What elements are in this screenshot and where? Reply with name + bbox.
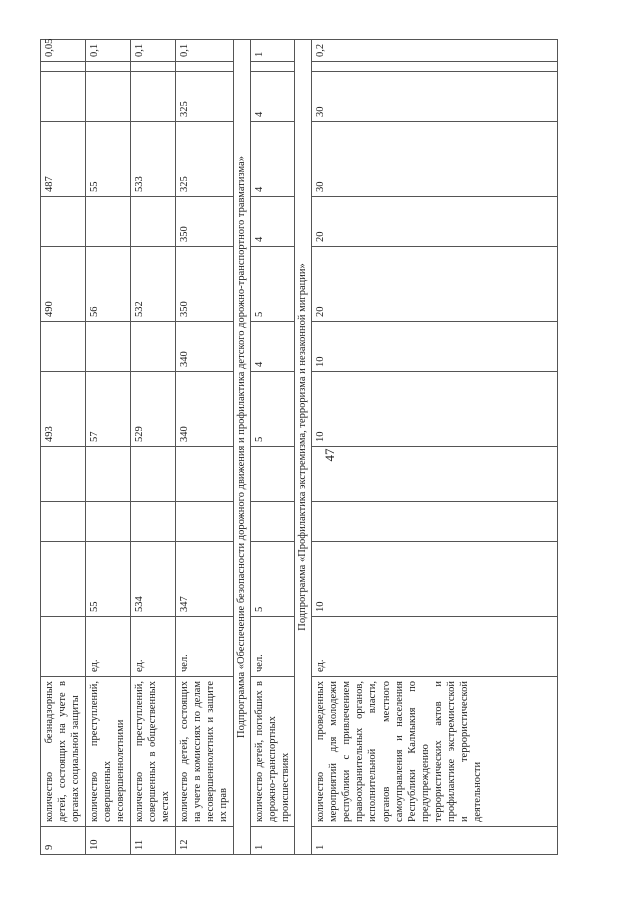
value-cell: 56 (86, 247, 131, 322)
table-row (176, 40, 234, 855)
indicator-cell: количество преступлений, совершенных несовершеннолетними (86, 677, 131, 827)
table-row (311, 40, 557, 855)
value-cell: 1 (250, 40, 294, 62)
indicator-cell: количество преступлений, совершенных в общественных местах (131, 677, 176, 827)
value-cell (311, 502, 557, 542)
table-row (41, 40, 86, 855)
value-cell: 10 (311, 542, 557, 617)
rotated-table-container (40, 40, 558, 855)
value-cell: 534 (131, 542, 176, 617)
value-cell: 20 (311, 247, 557, 322)
table-row (86, 40, 131, 855)
value-cell (250, 447, 294, 502)
indicator-cell: количество проведенных мероприятий для молодежи республики с привлечением правоохранительных органов, исполнительной власти, органов местного самоуправления и населения Республики Калмыкия по предупреждению террористических актов и профилактике экстремистской и террористической деятельности (311, 677, 557, 827)
subprogram-row (294, 40, 311, 855)
value-cell: 4 (250, 322, 294, 372)
row-number-cell: 10 (86, 827, 131, 855)
value-cell (86, 197, 131, 247)
value-cell (311, 62, 557, 72)
value-cell: 5 (250, 247, 294, 322)
value-cell: 57 (86, 372, 131, 447)
value-cell: 55 (86, 542, 131, 617)
value-cell (86, 62, 131, 72)
value-cell: 5 (250, 372, 294, 447)
value-cell: 533 (131, 122, 176, 197)
table-row (131, 40, 176, 855)
unit-cell: ед. (311, 617, 557, 677)
page-number: 47 (322, 448, 337, 462)
unit-cell: чел. (176, 617, 234, 677)
value-cell: 4 (250, 197, 294, 247)
value-cell: 325 (176, 122, 234, 197)
indicator-cell: количество детей, состоящих на учете в комиссиях по делам несовершеннолетних и защите их прав (176, 677, 234, 827)
value-cell (250, 62, 294, 72)
value-cell: 0,1 (176, 40, 234, 62)
subprogram-title: Подпрограмма «Профилактика экстремизма, терроризма и незаконной миграции» (294, 40, 311, 855)
row-number-cell: 1 (311, 827, 557, 855)
value-cell (250, 502, 294, 542)
value-cell (41, 322, 86, 372)
row-number-cell: 9 (41, 827, 86, 855)
subprogram-row (233, 40, 250, 855)
table-row (250, 40, 294, 855)
value-cell: 532 (131, 247, 176, 322)
value-cell: 0,1 (86, 40, 131, 62)
value-cell (41, 447, 86, 502)
value-cell: 340 (176, 372, 234, 447)
value-cell: 350 (176, 197, 234, 247)
unit-cell: ед. (131, 617, 176, 677)
value-cell (41, 197, 86, 247)
value-cell: 30 (311, 72, 557, 122)
unit-cell: чел. (250, 617, 294, 677)
value-cell: 490 (41, 247, 86, 322)
row-number-cell: 12 (176, 827, 234, 855)
indicators-table (40, 39, 558, 855)
value-cell: 10 (311, 322, 557, 372)
value-cell: 350 (176, 247, 234, 322)
value-cell: 493 (41, 372, 86, 447)
value-cell (41, 72, 86, 122)
value-cell (131, 447, 176, 502)
value-cell (131, 197, 176, 247)
value-cell: 10 (311, 372, 557, 447)
value-cell (176, 447, 234, 502)
value-cell: 529 (131, 372, 176, 447)
value-cell (41, 542, 86, 617)
value-cell: 0,2 (311, 40, 557, 62)
value-cell (131, 502, 176, 542)
row-number-cell: 1 (250, 827, 294, 855)
value-cell (86, 447, 131, 502)
value-cell (86, 322, 131, 372)
unit-cell (41, 617, 86, 677)
value-cell: 55 (86, 122, 131, 197)
indicator-cell: количество безнадзорных детей, состоящих на учете в органах социальной защиты (41, 677, 86, 827)
subprogram-title: Подпрограмма «Обеспечение безопасности дорожного движения и профилактика детского дорожно-транспортного травматизма» (233, 40, 250, 855)
indicator-cell: количество детей, погибших в дорожно-транспортных происшествиях (250, 677, 294, 827)
row-number-cell: 11 (131, 827, 176, 855)
value-cell (311, 447, 557, 502)
value-cell: 347 (176, 542, 234, 617)
value-cell: 340 (176, 322, 234, 372)
value-cell (176, 502, 234, 542)
value-cell (86, 72, 131, 122)
value-cell (86, 502, 131, 542)
value-cell (131, 62, 176, 72)
value-cell (176, 62, 234, 72)
value-cell: 4 (250, 122, 294, 197)
value-cell (131, 72, 176, 122)
value-cell: 5 (250, 542, 294, 617)
value-cell: 30 (311, 122, 557, 197)
unit-cell: ед. (86, 617, 131, 677)
value-cell (41, 502, 86, 542)
value-cell: 20 (311, 197, 557, 247)
value-cell: 4 (250, 72, 294, 122)
value-cell: 0,05 (41, 40, 86, 62)
value-cell: 0,1 (131, 40, 176, 62)
value-cell: 487 (41, 122, 86, 197)
value-cell (41, 62, 86, 72)
value-cell: 325 (176, 72, 234, 122)
value-cell (131, 322, 176, 372)
